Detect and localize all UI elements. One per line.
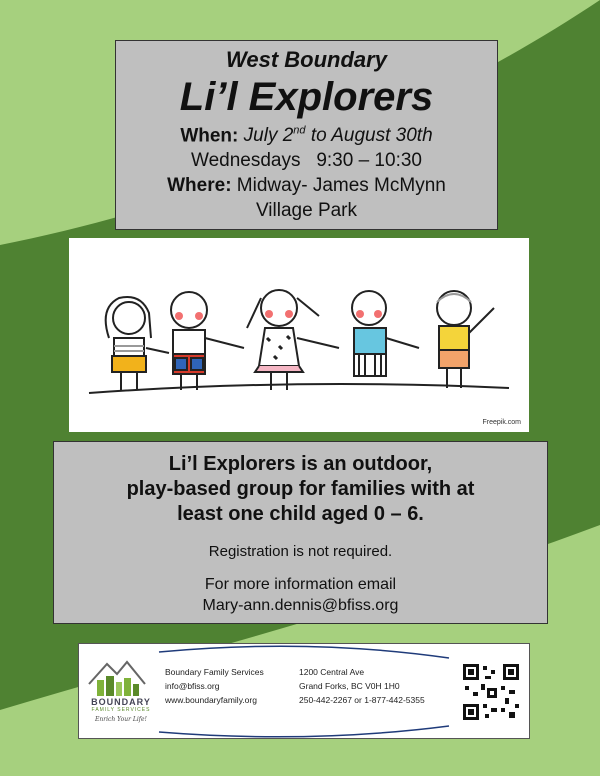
event-where <box>116 173 497 198</box>
contact-email[interactable]: Mary-ann.dennis@bfiss.org <box>202 597 399 614</box>
contact-info <box>54 574 547 616</box>
when-value: July 2nd to August 30th <box>243 125 433 147</box>
event-when <box>116 119 497 148</box>
children-illustration <box>69 238 529 432</box>
event-subtitle: West Boundary <box>226 47 387 72</box>
mountain-family-icon <box>85 654 157 698</box>
description-line: Li’l Explorers is an outdoor, <box>168 453 433 475</box>
child-figure <box>106 297 169 390</box>
address-line-1: 1200 Central Ave <box>299 667 365 677</box>
org-name: Boundary Family Services <box>165 667 264 677</box>
org-phone[interactable]: 250-442-2267 or 1-877-442-5355 <box>299 695 425 705</box>
org-website[interactable]: www.boundaryfamily.org <box>165 695 257 705</box>
event-title: Li’l Explorers <box>179 75 434 119</box>
logo-name: BOUNDARY <box>91 697 151 707</box>
boundary-family-services-logo <box>85 654 157 736</box>
address-line-2: Grand Forks, BC V0H 1H0 <box>299 681 400 691</box>
org-address-column <box>299 665 425 707</box>
image-credit: Freepik.com <box>482 419 521 426</box>
org-contact-column <box>165 665 264 707</box>
event-header-box <box>115 40 498 230</box>
description-line: play-based group for families with at <box>126 478 475 500</box>
description-line: least one child aged 0 – 6. <box>177 503 424 525</box>
when-label: When: <box>180 125 239 147</box>
contact-prompt: For more information email <box>204 576 397 593</box>
info-box <box>53 441 548 624</box>
kids-holding-hands-image <box>69 238 529 432</box>
logo-sub: FAMILY SERVICES <box>91 707 151 713</box>
org-email[interactable]: info@bfiss.org <box>165 681 220 691</box>
where-label: Where: <box>167 175 232 197</box>
logo-tagline: Enrich Your Life! <box>95 716 147 723</box>
registration-note: Registration is not required. <box>208 543 393 560</box>
qr-code[interactable] <box>461 662 521 722</box>
footer-card <box>78 643 530 739</box>
where-value-line1: Midway- James McMynn <box>231 175 446 197</box>
program-description <box>54 452 547 527</box>
event-schedule: Wednesdays 9:30 – 10:30 <box>191 150 422 172</box>
where-value-line2: Village Park <box>255 200 358 222</box>
